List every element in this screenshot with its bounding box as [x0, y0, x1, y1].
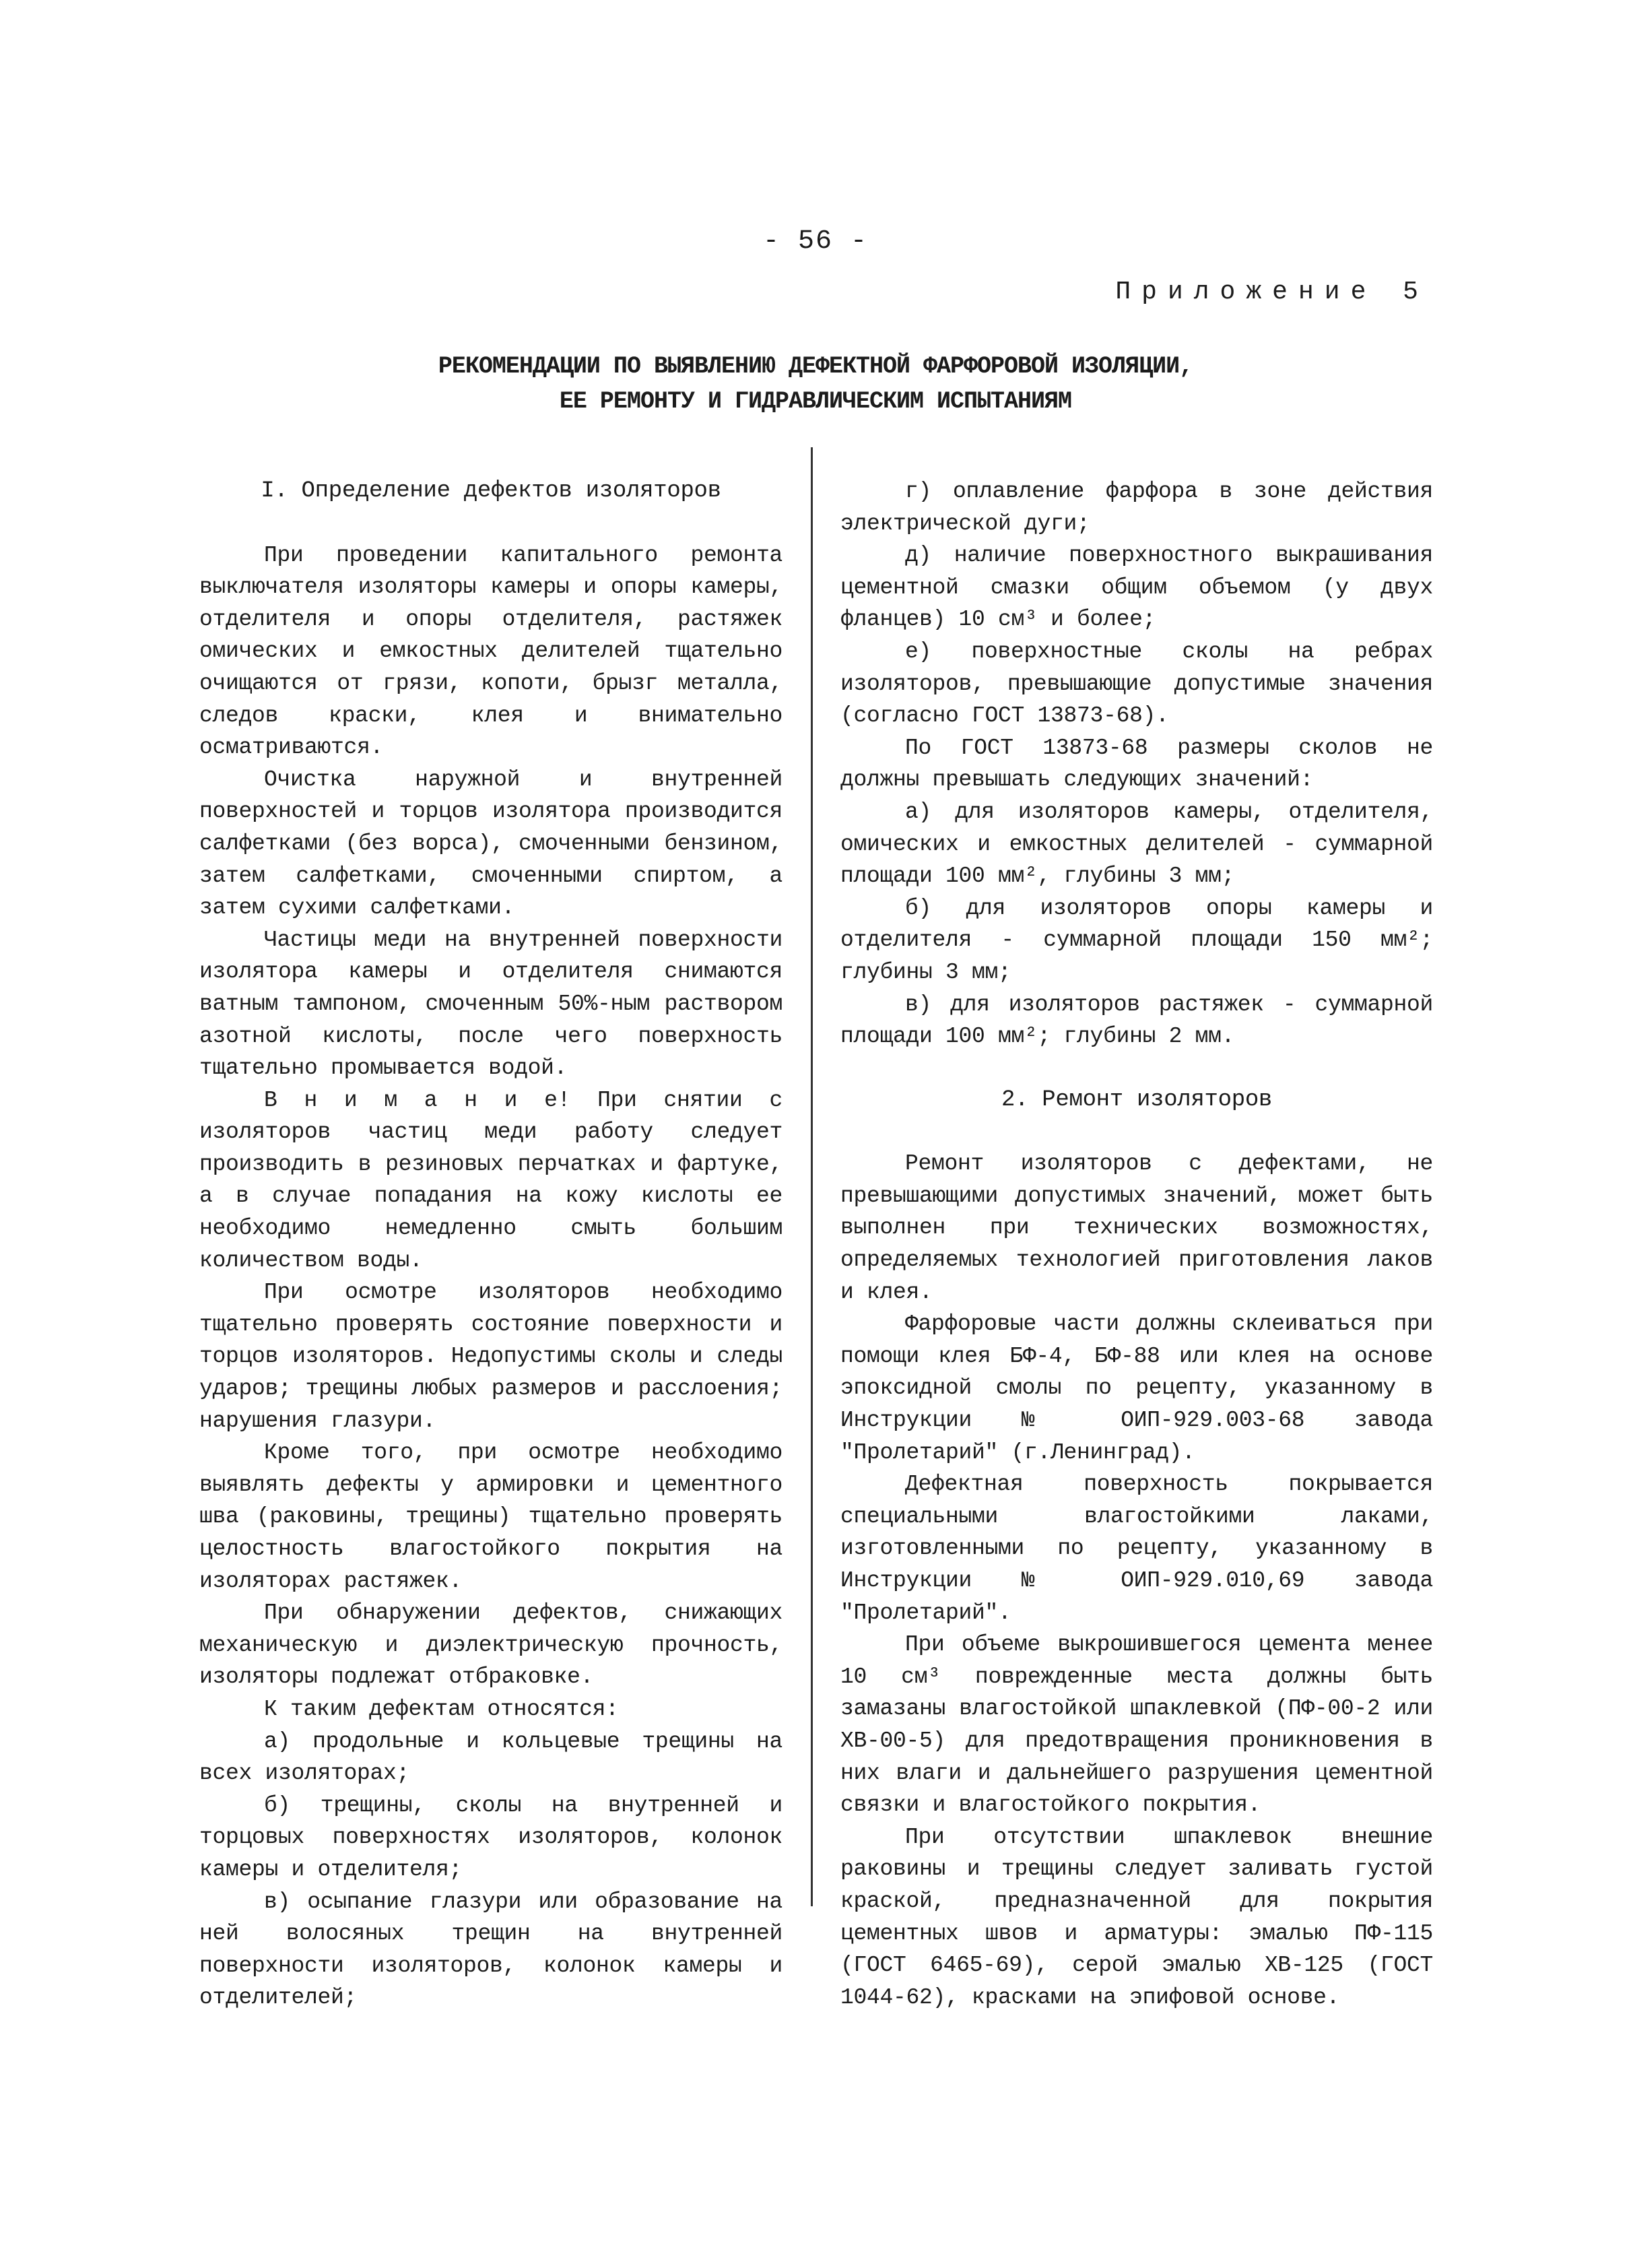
paragraph: При обнаружении дефектов, снижающих механическую и диэлектрическую прочность, изоляторы подлежат отбраковке.: [199, 1600, 783, 1690]
paragraph: В н и м а н и е! При снятии с изоляторов частиц меди работу следует производить в резиновых перчатках и фартуке, а в случае попадания на кожу кислоты ее необходимо немедленно смыть большим количеством воды.: [199, 1087, 783, 1273]
title-line-1: РЕКОМЕНДАЦИИ ПО ВЫЯВЛЕНИЮ ДЕФЕКТНОЙ ФАРФОРОВОЙ ИЗОЛЯЦИИ,: [438, 353, 1193, 380]
list-item: б) для изоляторов опоры камеры и отделителя - суммарной площади 150 мм²; глубины 3 мм;: [840, 895, 1433, 985]
page-number: - 56 -: [762, 226, 869, 257]
paragraph: К таким дефектам относятся:: [264, 1696, 619, 1722]
section-2-heading: 2. Ремонт изоляторов: [1001, 1087, 1273, 1113]
paragraph: Фарфоровые части должны склеиваться при помощи клея БФ-4, БФ-88 или клея на основе эпоксидной смолы по рецепту, указанному в Инструкции № ОИП-929.003-68 завода "Пролетарий" (г.Ленинград).: [840, 1311, 1433, 1465]
list-item: а) для изоляторов камеры, отделителя, омических и емкостных делителей - суммарной площади 100 мм², глубины 3 мм;: [840, 799, 1433, 889]
list-item: г) оплавление фарфора в зоне действия электрической дуги;: [840, 479, 1433, 536]
list-item: а) продольные и кольцевые трещины на всех изоляторах;: [199, 1728, 783, 1786]
list-item: в) для изоляторов растяжек - суммарной площади 100 мм²; глубины 2 мм.: [840, 992, 1433, 1049]
section-1-heading: I. Определение дефектов изоляторов: [261, 478, 721, 504]
list-item: д) наличие поверхностного выкрашивания цементной смазки общим объемом (у двух фланцев) 10 см³ и более;: [840, 543, 1433, 633]
paragraph: Очистка наружной и внутренней поверхностей и торцов изолятора производится салфетками (без ворса), смоченными бензином, затем салфетками, смоченными спиртом, а затем сухими салфетками.: [199, 767, 783, 921]
paragraph: При объеме выкрошившегося цемента менее 10 см³ поврежденные места должны быть замазаны влагостойкой шпаклевкой (ПФ-00-2 или ХВ-00-5) для предотвращения проникновения в них влаги и дальнейшего разрушения цементной связки и влагостойкого покрытия.: [840, 1632, 1433, 1818]
paragraph: Дефектная поверхность покрывается специальными влагостойкими лаками, изготовленными по рецепту, указанному в Инструкции № ОИП-929.010,69 завода "Пролетарий".: [840, 1472, 1433, 1625]
document-title: [0, 349, 1631, 419]
paragraph: Ремонт изоляторов с дефектами, не превышающими допустимых значений, может быть выполнен при технических возможностях, определяемых технологией приготовления лаков и клея.: [840, 1151, 1433, 1305]
column-divider: [811, 447, 813, 1906]
paragraph: Кроме того, при осмотре необходимо выявлять дефекты у армировки и цементного шва (раковины, трещины) тщательно проверять целостность влагостойкого покрытия на изоляторах растяжек.: [199, 1440, 783, 1594]
list-item: б) трещины, сколы на внутренней и торцовых поверхностях изоляторов, колонок камеры и отделителя;: [199, 1792, 783, 1882]
list-item: е) поверхностные сколы на ребрах изоляторов, превышающие допустимые значения (согласно ГОСТ 13873-68).: [840, 639, 1433, 729]
appendix-label: Приложение 5: [1115, 278, 1429, 306]
right-column: [840, 476, 1433, 2013]
paragraph: Частицы меди на внутренней поверхности изолятора камеры и отделителя снимаются ватным тампоном, смоченным 50%-ным раствором азотной кислоты, после чего поверхность тщательно промывается водой.: [199, 927, 783, 1081]
paragraph: При отсутствии шпаклевок внешние раковины и трещины следует заливать густой краской, предназначенной для покрытия цементных швов и арматуры: эмалью ПФ-115 (ГОСТ 6465-69), серой эмалью ХВ-125 (ГОСТ 1044-62), красками на эпифовой основе.: [840, 1824, 1433, 2010]
paragraph: По ГОСТ 13873-68 размеры сколов не должны превышать следующих значений:: [840, 735, 1433, 793]
paragraph: При проведении капитального ремонта выключателя изоляторы камеры и опоры камеры, отделителя и опоры отделителя, растяжек омических и емкостных делителей тщательно очищаются от грязи, копоти, брызг металла, следов краски, клея и внимательно осматриваются.: [199, 542, 783, 760]
paragraph: При осмотре изоляторов необходимо тщательно проверять состояние поверхности и торцов изоляторов. Недопустимы сколы и следы ударов; трещины любых размеров и расслоения; нарушения глазури.: [199, 1280, 783, 1433]
title-line-2: ЕЕ РЕМОНТУ И ГИДРАВЛИЧЕСКИМ ИСПЫТАНИЯМ: [559, 388, 1072, 415]
list-item: в) осыпание глазури или образование на ней волосяных трещин на внутренней поверхности изоляторов, колонок камеры и отделителей;: [199, 1889, 783, 2011]
left-column: [199, 476, 783, 2014]
